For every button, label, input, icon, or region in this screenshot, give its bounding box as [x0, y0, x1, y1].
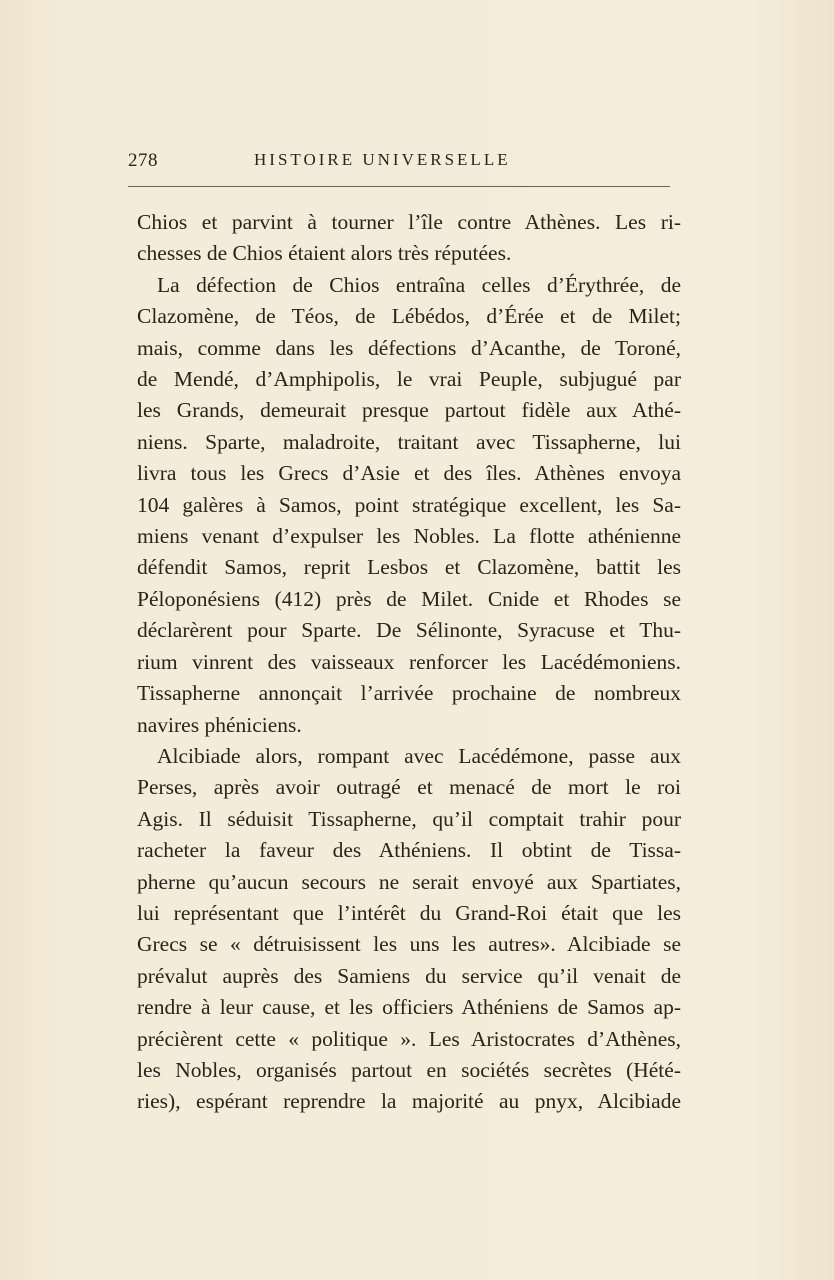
text-line: navires phéniciens. [137, 712, 302, 737]
text-line: les Grands, demeurait presque partout fidèle aux Athé- [137, 398, 681, 423]
running-title: HISTOIRE UNIVERSELLE [254, 150, 511, 169]
text-line: lui représentant que l’intérêt du Grand-Roi était que les [137, 900, 681, 925]
header-rule [128, 186, 670, 187]
text-line: Péloponésiens (412) près de Milet. Cnide et Rhodes se [137, 586, 681, 611]
text-line: ries), espérant reprendre la majorité au pnyx, Alcibiade [137, 1089, 681, 1114]
body-text [137, 207, 681, 1118]
paragraph-2 [137, 270, 681, 741]
text-line: pherne qu’aucun secours ne serait envoyé aux Spartiates, [137, 869, 681, 894]
page-header [128, 150, 670, 180]
text-line: 104 galères à Samos, point stratégique excellent, les Sa- [137, 492, 681, 517]
text-line: chesses de Chios étaient alors très réputées. [137, 241, 512, 266]
text-line: Agis. Il séduisit Tissapherne, qu’il comptait trahir pour [137, 806, 681, 831]
text-line: mais, comme dans les défections d’Acanthe, de Toroné, [137, 335, 681, 360]
paragraph-1 [137, 207, 681, 270]
paragraph-3 [137, 741, 681, 1118]
text-line: prévalut auprès des Samiens du service qu’il venait de [137, 963, 681, 988]
text-line: Chios et parvint à tourner l’île contre Athènes. Les ri- [137, 210, 681, 234]
text-line: Alcibiade alors, rompant avec Lacédémone, passe aux [157, 743, 681, 768]
text-line: les Nobles, organisés partout en sociétés secrètes (Hété- [137, 1057, 681, 1082]
page-number: 278 [128, 150, 158, 171]
text-line: défendit Samos, reprit Lesbos et Clazomène, battit les [137, 555, 681, 580]
text-line: La défection de Chios entraîna celles d’Érythrée, de [157, 272, 681, 297]
text-line: précièrent cette « politique ». Les Aristocrates d’Athènes, [137, 1026, 681, 1051]
text-line: rendre à leur cause, et les officiers Athéniens de Samos ap- [137, 995, 681, 1020]
text-line: racheter la faveur des Athéniens. Il obtint de Tissa- [137, 838, 681, 863]
text-line: Perses, après avoir outragé et menacé de mort le roi [137, 775, 681, 800]
text-line: rium vinrent des vaisseaux renforcer les Lacédémoniens. [137, 649, 681, 674]
text-line: Clazomène, de Téos, de Lébédos, d’Érée et de Milet; [137, 304, 681, 329]
text-line: miens venant d’expulser les Nobles. La flotte athénienne [137, 524, 681, 549]
text-line: déclarèrent pour Sparte. De Sélinonte, Syracuse et Thu- [137, 618, 681, 643]
text-line: Grecs se « détruisissent les uns les autres». Alcibiade se [137, 932, 681, 957]
text-line: livra tous les Grecs d’Asie et des îles. Athènes envoya [137, 461, 681, 486]
text-line: Tissapherne annonçait l’arrivée prochaine de nombreux [137, 681, 681, 706]
text-line: niens. Sparte, maladroite, traitant avec Tissapherne, lui [137, 429, 681, 454]
text-line: de Mendé, d’Amphipolis, le vrai Peuple, subjugué par [137, 367, 681, 392]
